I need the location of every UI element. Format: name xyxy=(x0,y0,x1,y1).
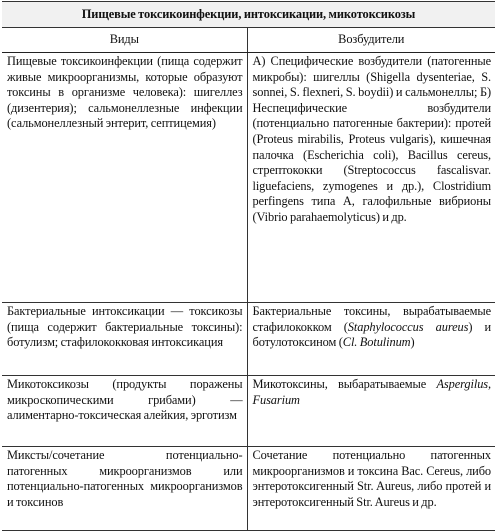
agent-text: Бактериальные токсины, вырабатываемые стафилококком ( xyxy=(252,304,492,334)
table-row xyxy=(2,53,495,303)
table-row xyxy=(2,376,495,447)
cell-agent: Сочетание потенциально патогенных микроорганизмов и токсина Bac. Cereus, либо энтеротоксигенный Str. Aureus, либо протей и энтеротоксигенный Str. Aureus и др. xyxy=(247,447,495,531)
agent-text: ) xyxy=(410,335,415,350)
agent-text: Микотоксины, выбаратываемые xyxy=(252,377,437,391)
agent-text: ) и ботулотоксином ( xyxy=(252,319,492,350)
column-header-types: Виды xyxy=(2,28,247,53)
table-title: Пищевые токсикоинфекции, интоксикации, микотоксикозы xyxy=(2,2,495,28)
cell-type: Миксты/сочетание потенциально-патогенных микроорганизмов или потенциально-патогенных микроорганизмов и токсинов xyxy=(2,447,247,531)
table-row xyxy=(2,303,495,376)
cell-type: Микотоксикозы (продукты поражены микроскопическими грибами) — алиментарно-токсическая алейкия, эрготизм xyxy=(2,376,247,447)
table-row xyxy=(2,447,495,531)
cell-agent xyxy=(247,376,495,447)
agent-species-italic: Staphylococcus aureus xyxy=(347,319,469,334)
column-header-agents: Возбудители xyxy=(247,28,495,53)
cell-type: Пищевые токсикоинфекции (пища содержит живые микроорганизмы, которые образуют токсины в организме человека): шигеллез (дизентерия); сальмонеллезные инфекции (сальмонеллезный энтерит, септицемия) xyxy=(2,53,247,303)
cell-type: Бактериальные интоксикации — токсикозы (пища содержит бактериальные токсины): ботулизм; стафилококковая интоксикация xyxy=(2,303,247,376)
agent-species-italic: Aspergilus, Fusarium xyxy=(252,377,492,407)
agent-species-italic: Cl. Botulinum xyxy=(342,335,411,350)
cell-agent xyxy=(247,303,495,376)
food-poisoning-table xyxy=(2,1,495,531)
cell-agent: А) Специфические возбудители (патогенные микробы): шигеллы (Shigella dysenteriae, S. sonnei, S. flexneri, S. boydii) и сальмонеллы; Б) Неспецифические возбудители (потенциально патогенные бактерии): протей (Proteus mirabilis, Proteus vulgaris), кишечная палочка (Escherichia coli), Bacillus cereus, стрептококки (Streptococcus fascalisvar. liguefaciens, zymogenes и др.), Clostridium perfingens типа А, галофильные вибрионы (Vibrio parahaemolyticus) и др. xyxy=(247,53,495,303)
